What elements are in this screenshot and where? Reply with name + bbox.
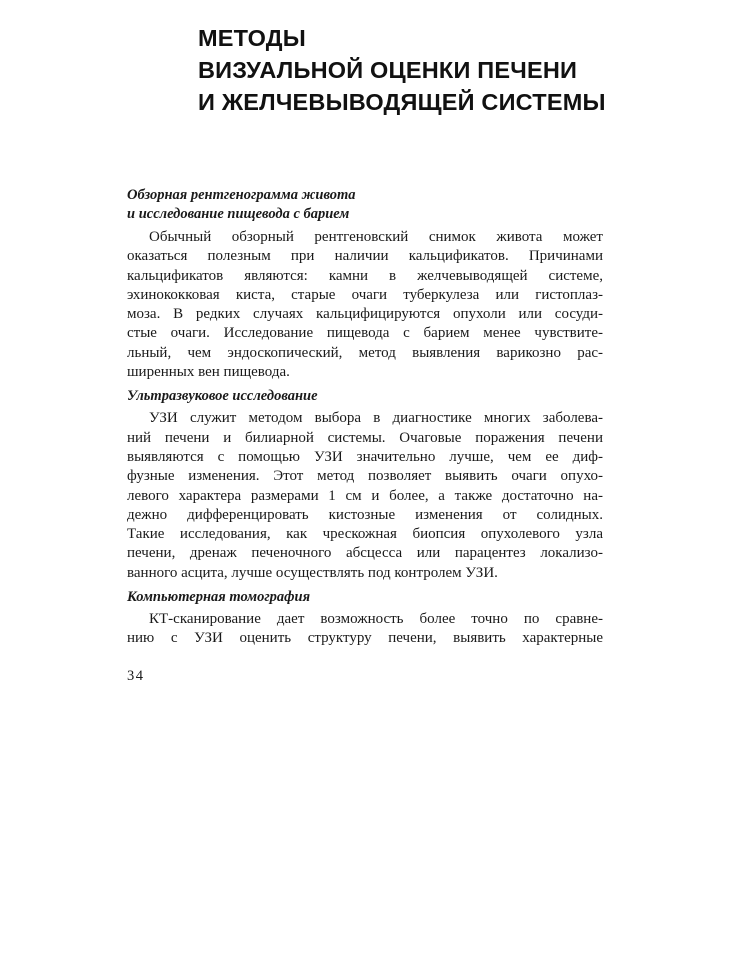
chapter-title-line: МЕТОДЫ — [198, 25, 306, 51]
section-heading-ultrasound — [127, 387, 603, 406]
text-line: ний печени и билиарной системы. Очаговые поражения печени — [127, 429, 603, 446]
heading-line: Ультразвуковое исследование — [127, 388, 318, 405]
text-line: дежно дифференцировать кистозные изменения от солидных. — [127, 506, 603, 523]
heading-line: Обзорная рентгенограмма живота — [127, 187, 356, 203]
text-line: эхинококковая киста, старые очаги туберкулеза или гистоплаз- — [127, 286, 603, 303]
text-line: ванного асцита, лучше осуществлять под контролем УЗИ. — [127, 564, 498, 581]
text-line: печени, дренаж печеночного абсцесса или парацентез локализо- — [127, 545, 603, 562]
chapter-title-line: ВИЗУАЛЬНОЙ ОЦЕНКИ ПЕЧЕНИ — [198, 57, 578, 83]
text-line: моза. В редких случаях кальцифицируются опухоли или сосуди- — [127, 306, 603, 323]
paragraph-ultrasound — [127, 409, 603, 583]
text-line: льный, чем эндоскопический, метод выявления варикозно рас- — [127, 344, 603, 361]
heading-line: и исследование пищевода с барием — [127, 206, 350, 222]
text-line: Обычный обзорный рентгеновский снимок живота может — [149, 229, 603, 245]
text-line: Такие исследования, как чрескожная биопсия опухолевого узла — [127, 526, 603, 543]
text-line: стые очаги. Исследование пищевода с барием менее чувствите- — [127, 325, 603, 342]
text-line: фузные изменения. Этот метод позволяет выявить очаги опухо- — [127, 468, 603, 485]
text-line: УЗИ служит методом выбора в диагностике многих заболева- — [149, 410, 603, 427]
section-heading-ct — [127, 588, 603, 607]
text-line: кальцификатов являются: камни в желчевыводящей системе, — [127, 267, 603, 284]
page-body — [127, 186, 603, 649]
text-line: выявляются с помощью УЗИ значительно лучше, чем ее диф- — [127, 448, 603, 465]
text-line: нию с УЗИ оценить структуру печени, выявить характерные — [127, 630, 603, 647]
chapter-title — [198, 22, 698, 118]
page-number: 34 — [127, 668, 145, 684]
text-line: оказаться полезным при наличии кальцификатов. Причинами — [127, 248, 603, 265]
paragraph-ct — [127, 610, 603, 649]
text-line: ширенных вен пищевода. — [127, 364, 290, 381]
paragraph-xray — [127, 228, 603, 382]
text-line: КТ-сканирование дает возможность более точно по сравне- — [149, 611, 603, 628]
chapter-title-line: И ЖЕЛЧЕВЫВОДЯЩЕЙ СИСТЕМЫ — [198, 89, 606, 115]
heading-line: Компьютерная томография — [127, 589, 311, 606]
section-heading-xray — [127, 186, 603, 224]
text-line: левого характера размерами 1 см и более, а также достаточно на- — [127, 487, 603, 504]
